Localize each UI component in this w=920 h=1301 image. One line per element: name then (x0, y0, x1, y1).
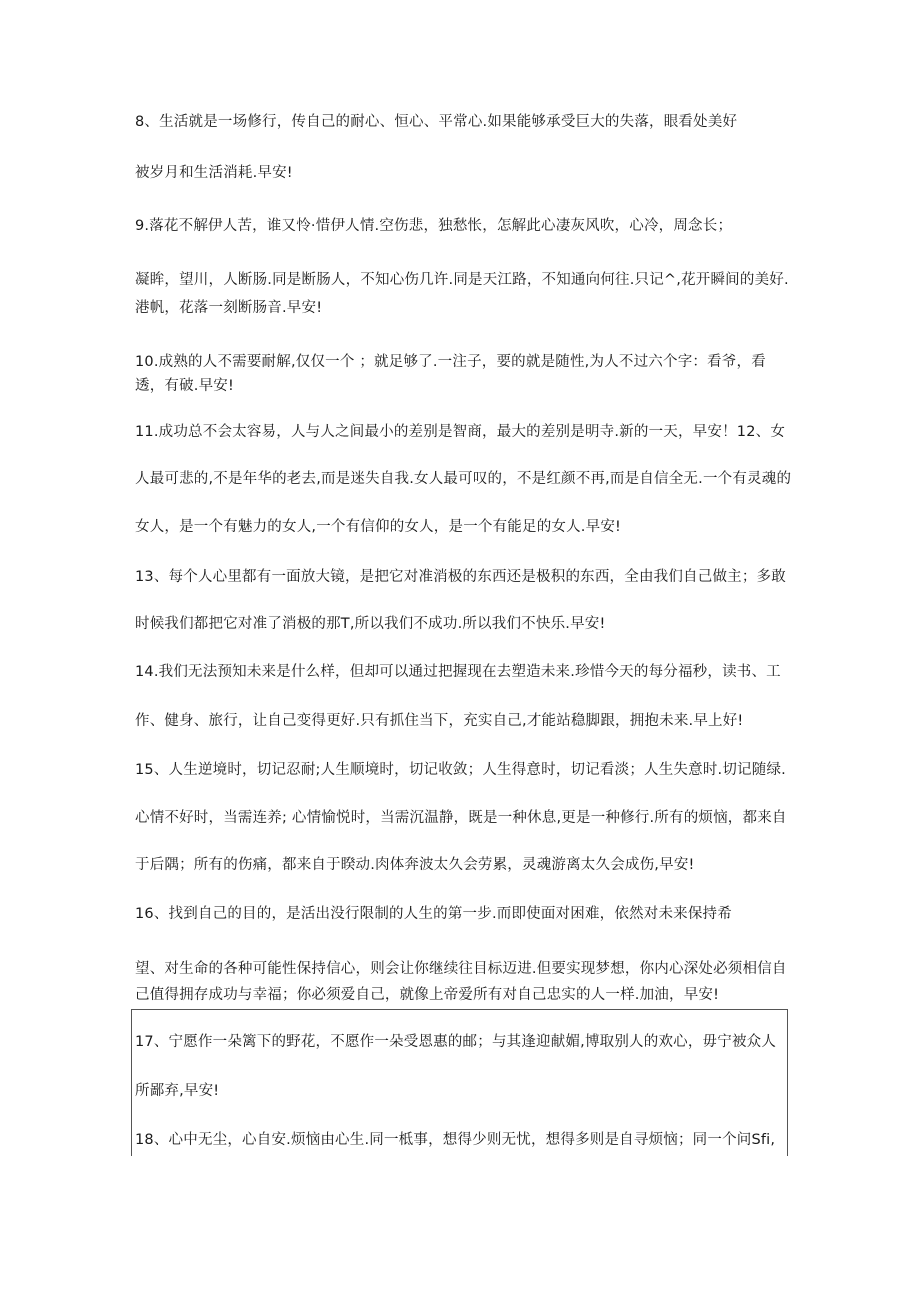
text-line: 时候我们都把它对准了消极的那T,所以我们不成功.所以我们不快乐.早安! (135, 616, 606, 632)
text-line: 9.落花不解伊人苦，谁又怜·惜伊人情.空伤悲，独愁怅，怎解此心凄灰风吹，心冷，周念长； (135, 218, 733, 234)
text-line: 女人，是一个有魅力的女人,一个有信仰的女人，是一个有能足的女人.早安! (135, 519, 622, 535)
text-line: 望、对生命的各种可能性保持信心，则会让你继续往目标迈进.但要实现梦想，你内心深处必须相信自 (135, 961, 787, 977)
text-line: 人最可悲的,不是年华的老去,而是迷失自我.女人最可叹的，不是红颜不再,而是自信全无.一个有灵魂的 (135, 471, 792, 487)
text-line: 14.我们无法预知未来是什么样，但却可以通过把握现在去塑造未来.珍惜今天的每分福秒，读书、工 (135, 664, 781, 680)
text-line: 16、找到自己的目的，是活出没行限制的人生的第一步.而即使面对困难，依然对未来保持希 (135, 906, 732, 922)
text-line: 被岁月和生活消耗.早安! (135, 165, 293, 181)
text-line: 于后隅；所有的伤痛，都来自于睽动.肉体奔波太久会劳累，灵魂游离太久会成伤,早安! (135, 857, 695, 873)
text-line: 10.成熟的人不需要耐解,仅仅一个 ；就足够了.一注子，要的就是随性,为人不过六个字：看爷，看 (135, 354, 766, 370)
text-line: 所鄙弃,早安! (135, 1083, 220, 1099)
text-line: 15、人生逆境时，切记忍耐;人生顺境时，切记收敛；人生得意时，切记看淡；人生失意时.切记随绿. (135, 762, 786, 778)
text-line: 作、健身、旅行，让自己变得更好.只有抓住当下，充实自己,才能站稳脚跟，拥抱未来.早上好! (135, 713, 744, 729)
text-line: 13、每个人心里都有一面放大镜，是把它对准消极的东西还是极积的东西，全由我们自己做主；多敢 (135, 569, 786, 585)
text-line: 心情不好时，当需连养; 心情愉悦时，当需沉温静，既是一种休息,更是一种修行.所有的烦恼，都来自 (135, 810, 787, 826)
text-line: 11.成功总不会太容易，人与人之间最小的差别是智商，最大的差别是明寺.新的一天，早安！12、女 (135, 424, 786, 440)
text-line: 透，有破.早安! (135, 378, 235, 394)
text-line: 己值得拥存成功与幸福；你必须爱自己，就像上帝爱所有对自己忠实的人一样.加油，早安! (135, 987, 720, 1003)
text-line: 18、心中无尘，心自安.烦恼由心生.同一柢事，想得少则无忧，想得多则是自寻烦恼；同一个问Sfi, (135, 1132, 776, 1148)
text-line: 港帆，花落一刻断肠音.早安! (135, 300, 323, 316)
text-line: 8、生活就是一场修行，传自己的耐心、恒心、平常心.如果能够承受巨大的失落，眼看处美好 (135, 114, 738, 130)
text-line: 凝眸，望川，人断肠.同是断肠人，不知心伤几许.同是天江路，不知通向何往.只记^,花开瞬间的美好. (135, 272, 789, 288)
text-line: 17、宁愿作一朵篱下的野花，不愿作一朵受恩惠的邮；与其逢迎献媚,博取别人的欢心，毋宁被众人 (135, 1034, 777, 1050)
